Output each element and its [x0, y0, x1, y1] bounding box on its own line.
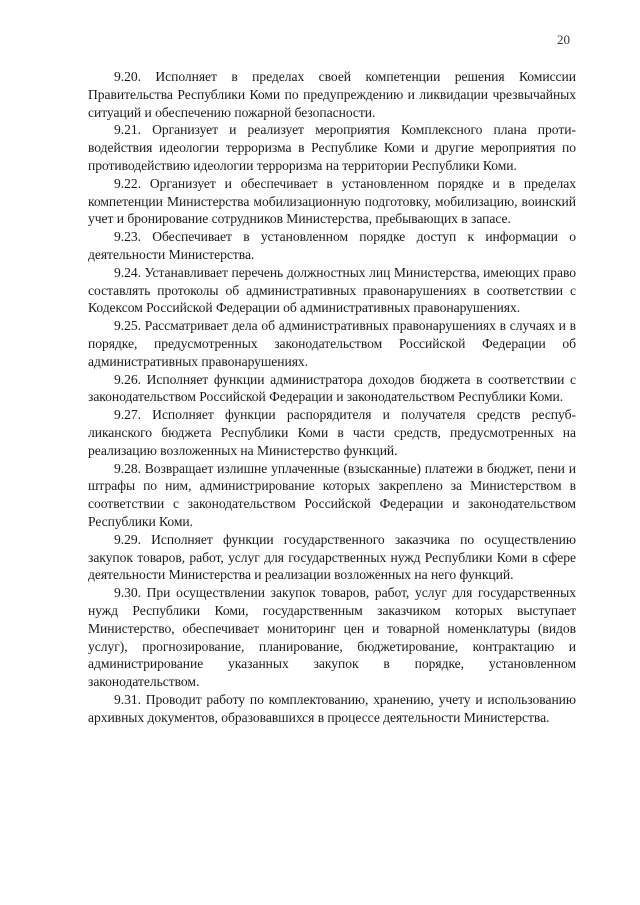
paragraph-9-23: 9.23. Обеспечивает в установленном порядке доступ к информации о деятельности Министерства.: [88, 229, 576, 262]
paragraph-9-25: 9.25. Рассматривает дела об административных правонарушениях в случаях и в порядке, предусмотренных законодательством Российской Федерации об административных правонарушениях.: [88, 318, 576, 369]
paragraph-9-30: 9.30. При осуществлении закупок товаров, работ, услуг для государственных нужд Республики Коми, государственным заказчиком которых выступает Министерство, обеспечивает мониторинг цен и товарной номенклатуры (видов услуг), прогнозирование, планирование, бюджетирование, контрактацию и администрирование указанных закупок в порядке, установленном законодательством.: [88, 585, 576, 690]
paragraph-9-21: 9.21. Организует и реализует мероприятия Комплексного плана противодействия идеологии терроризма в Республике Коми и другие мероприятия по противодействию идеологии терроризма на территории Республики Коми.: [88, 122, 576, 173]
paragraph-9-26: 9.26. Исполняет функции администратора доходов бюджета в соответствии с законодательством Российской Федерации и законодательством Республики Коми.: [88, 371, 576, 405]
document-body: [88, 68, 576, 726]
paragraph-9-27: 9.27. Исполняет функции распорядителя и получателя средств республиканского бюджета Республики Коми в части средств, предусмотренных на реализацию возложенных на Министерство функций.: [88, 407, 576, 458]
page-number: 20: [557, 32, 570, 47]
paragraph-9-29: 9.29. Исполняет функции государственного заказчика по осуществлению закупок товаров, работ, услуг для государственных нужд Республики Коми в сфере деятельности Министерства и реализации возложенных на него функций.: [88, 531, 576, 583]
paragraph-9-20: 9.20. Исполняет в пределах своей компетенции решения Комиссии Правительства Республики Коми по предупреждению и ликвидации чрезвычайных ситуаций и обеспечению пожарной безопасности.: [88, 69, 576, 120]
paragraph-9-28: 9.28. Возвращает излишне уплаченные (взысканные) платежи в бюджет, пени и штрафы по ним, администрирование которых закреплено за Министерством в соответствии с законодательством Российской Федерации и законодательством Республики Коми.: [88, 460, 576, 529]
paragraph-9-24: 9.24. Устанавливает перечень должностных лиц Министерства, имеющих право составлять протоколы об административных правонарушениях в соответствии с Кодексом Российской Федерации об административных правонарушениях.: [88, 264, 576, 316]
paragraph-9-22: 9.22. Организует и обеспечивает в установленном порядке и в пределах компетенции Министерства мобилизационную подготовку, мобилизацию, воинский учет и бронирование сотрудников Министерства, пребывающих в запасе.: [88, 175, 576, 227]
paragraph-9-31: 9.31. Проводит работу по комплектованию, хранению, учету и использованию архивных документов, образовавшихся в процессе деятельности Министерства.: [88, 691, 576, 725]
